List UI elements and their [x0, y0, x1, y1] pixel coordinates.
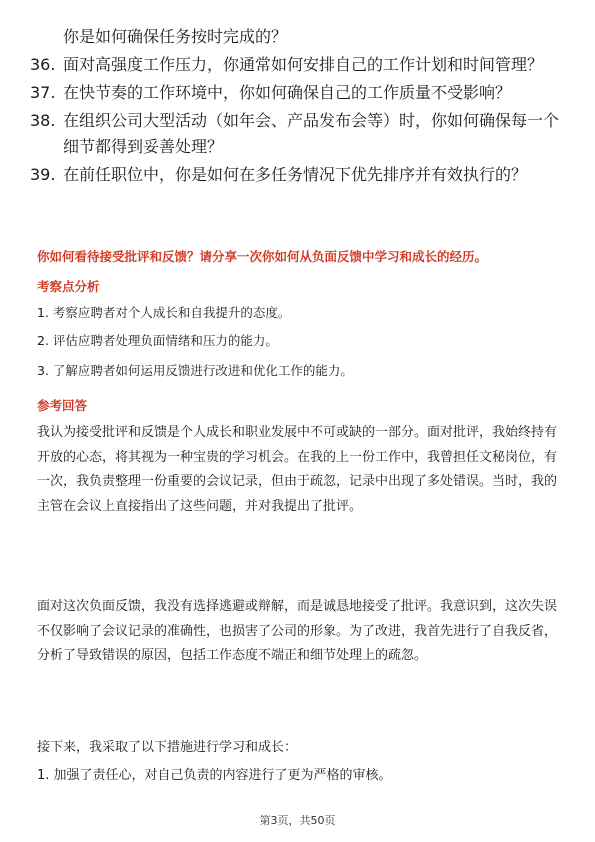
question-number: 39. [30, 165, 56, 184]
question-item [30, 108, 570, 160]
question-item [30, 24, 570, 50]
analysis-title: 考察点分析 [37, 279, 100, 294]
question-number: 38. [30, 111, 56, 130]
analysis-point: 3. 了解应聘者如何运用反馈进行改进和优化工作的能力。 [37, 363, 353, 378]
answer-paragraph: 面对这次负面反馈，我没有选择逃避或辩解，而是诚恳地接受了批评。我意识到，这次失误不仅影响了会议记录的准确性，也损害了公司的形象。为了改进，我首先进行了自我反省，分析了导致错误的原因，包括工作态度不端正和细节处理上的疏忽。 [37, 599, 558, 663]
analysis-point: 1. 考察应聘者对个人成长和自我提升的态度。 [37, 305, 291, 320]
question-item [30, 162, 570, 188]
question-text: 在快节奏的工作环境中，你如何确保自己的工作质量不受影响？ [63, 83, 512, 102]
question-text: 你是如何确保任务按时完成的？ [63, 27, 288, 46]
question-item [30, 80, 570, 106]
question-item [30, 52, 570, 78]
answer-title: 参考回答 [37, 398, 88, 413]
featured-question: 你如何看待接受批评和反馈？请分享一次你如何从负面反馈中学习和成长的经历。 [37, 249, 488, 264]
question-text: 在前任职位中，你是如何在多任务情况下优先排序并有效执行的？ [63, 165, 528, 184]
answer-paragraph: 接下来，我采取了以下措施进行学习和成长： [37, 740, 298, 755]
question-text: 面对高强度工作压力，你通常如何安排自己的工作计划和时间管理？ [63, 55, 544, 74]
question-list [30, 24, 570, 190]
analysis-point: 2. 评估应聘者处理负面情绪和压力的能力。 [37, 333, 278, 348]
page-footer: 第3页，共50页 [259, 814, 336, 827]
question-number: 37. [30, 83, 56, 102]
answer-paragraph: 我认为接受批评和反馈是个人成长和职业发展中不可或缺的一部分。面对批评，我始终持有开放的心态，将其视为一种宝贵的学习机会。在我的上一份工作中，我曾担任文秘岗位，有一次，我负责整理一份重要的会议记录，但由于疏忽，记录中出现了多处错误。当时，我的主管在会议上直接指出了这些问题，并对我提出了批评。 [37, 425, 558, 514]
answer-paragraph: 1. 加强了责任心，对自己负责的内容进行了更为严格的审核。 [37, 768, 392, 783]
question-number: 36. [30, 55, 56, 74]
question-text: 在组织公司大型活动（如年会、产品发布会等）时，你如何确保每一个细节都得到妥善处理？ [63, 111, 560, 156]
